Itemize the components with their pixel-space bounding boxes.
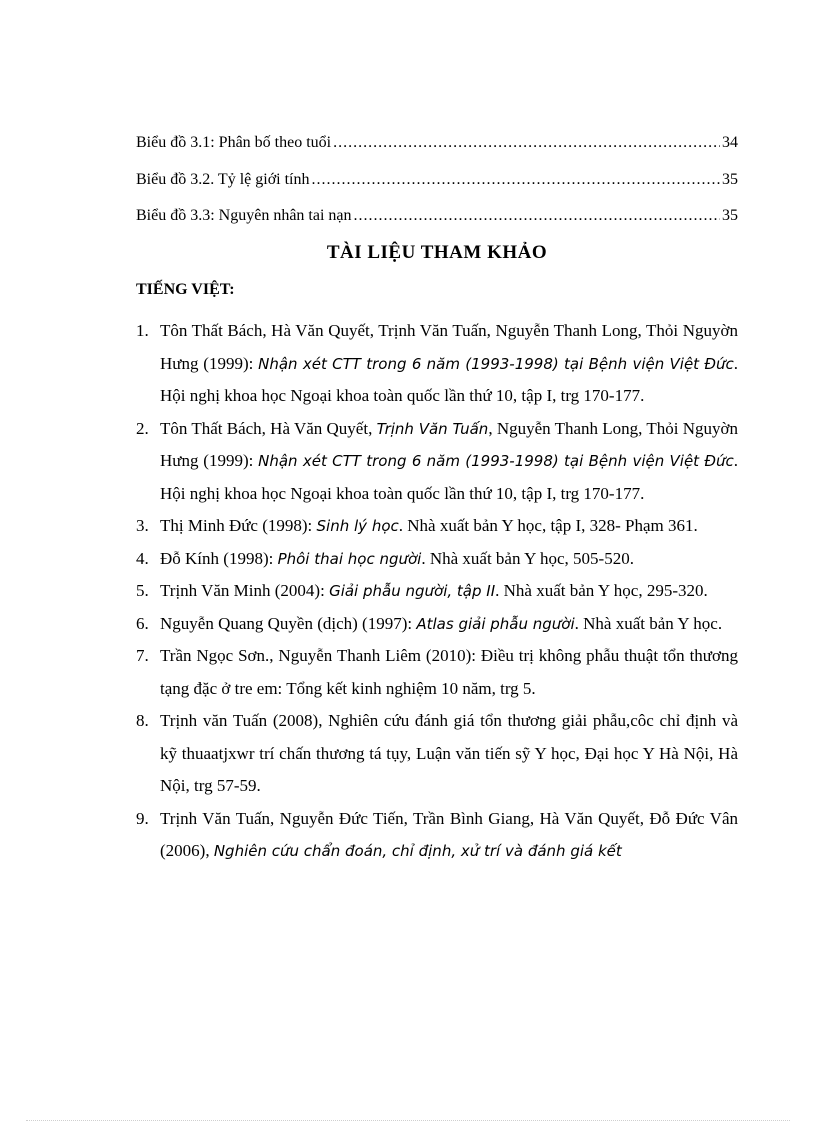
reference-title: Giải phẫu người, tập II: [329, 582, 496, 600]
reference-authors: Trịnh Văn Minh (2004):: [160, 581, 330, 600]
reference-source: . Nhà xuất bản Y học, tập I, 328- Phạm 361.: [398, 516, 698, 535]
reference-list: [136, 315, 738, 868]
reference-number: 7.: [136, 646, 149, 665]
reference-title: Atlas giải phẫu người: [416, 614, 575, 633]
toc-leader-dots: [312, 171, 721, 189]
toc-label: Biểu đồ 3.2. Tỷ lệ giới tính: [136, 171, 310, 188]
reference-number: 3.: [136, 516, 149, 535]
reference-authors: Tôn Thất Bách, Hà Văn Quyết,: [160, 418, 377, 438]
reference-source: . Hội nghị khoa học Ngoại khoa toàn quốc lần thứ 10, tập I, trg 170-177.: [160, 353, 739, 405]
toc-page-number: 35: [722, 207, 738, 224]
reference-authors: Trịnh Văn Tuấn, Nguyễn Đức Tiến, Trần Bình Giang, Hà Văn Quyết, Đỗ Đức Vân (2006),: [160, 808, 738, 860]
reference-title: Nhận xét CTT trong 6 năm (1993-1998) tại Bệnh viện Việt Đức: [258, 354, 734, 373]
reference-number: 6.: [136, 613, 149, 633]
vietnamese-section-heading: TIẾNG VIỆT:: [136, 281, 235, 298]
toc-entry-3-1[interactable]: [136, 134, 738, 152]
toc-leader-dots: [354, 207, 720, 225]
toc-page-number: 34: [722, 134, 738, 151]
reference-authors: Đỗ Kính (1998):: [160, 548, 278, 568]
reference-item: [136, 705, 738, 803]
reference-number: 4.: [136, 548, 149, 568]
reference-item: [136, 575, 738, 608]
reference-item: [136, 803, 738, 868]
reference-source: . Hội nghị khoa học Ngoại khoa toàn quốc lần thứ 10, tập I, trg 170-177.: [160, 451, 739, 503]
toc-label: Biểu đồ 3.1: Phân bố theo tuổi: [136, 134, 332, 151]
reference-item: [136, 510, 738, 543]
reference-number: 2.: [136, 418, 149, 438]
reference-item: [136, 413, 738, 511]
references-heading: TÀI LIỆU THAM KHẢO: [326, 242, 548, 263]
reference-author-italic: Trịnh Văn Tuấn: [376, 419, 489, 438]
toc-entry-3-2[interactable]: [136, 171, 738, 189]
reference-number: 9.: [136, 808, 149, 828]
reference-number: 1.: [136, 321, 149, 340]
reference-source: . Nhà xuất bản Y học.: [574, 613, 723, 633]
reference-source: . Nhà xuất bản Y học, 295-320.: [495, 581, 708, 600]
reference-text: Trần Ngọc Sơn., Nguyễn Thanh Liêm (2010): Điều trị không phẫu thuật tổn thương tạng đặc ở tre em: Tổng kết kinh nghiệm 10 năm, trg 5.: [160, 646, 738, 698]
reference-number: 8.: [136, 711, 149, 730]
reference-authors: Nguyễn Quang Quyền (dịch) (1997):: [160, 613, 417, 633]
reference-text: Trịnh văn Tuấn (2008), Nghiên cứu đánh giá tổn thương giải phẫu,côc chỉ định và kỹ thuaatjxwr trí chấn thương tá tụy, Luận văn tiến sỹ Y học, Đại học Y Hà Nội, Hà Nội, trg 57-59.: [160, 711, 738, 795]
reference-item: [136, 640, 738, 705]
reference-authors: Tôn Thất Bách, Hà Văn Quyết, Trịnh Văn Tuấn, Nguyễn Thanh Long, Thỏi Nguyờn Hưng (1999):: [160, 321, 738, 373]
toc-label: Biểu đồ 3.3: Nguyên nhân tai nạn: [136, 207, 352, 224]
reference-item: [136, 315, 738, 413]
reference-authors-cont: , Nguyễn Thanh Long, Thỏi Nguyờn Hưng (1999):: [160, 418, 738, 470]
reference-number: 5.: [136, 581, 149, 600]
toc-leader-dots: [333, 134, 720, 152]
reference-item: [136, 608, 738, 641]
reference-title: Nhận xét CTT trong 6 năm (1993-1998) tại Bệnh viện Việt Đức: [258, 452, 734, 470]
reference-title: Sinh lý học: [316, 517, 399, 535]
reference-authors: Thị Minh Đức (1998):: [160, 516, 317, 535]
reference-title: Phôi thai học người: [277, 549, 422, 568]
reference-title: Nghiên cứu chẩn đoán, chỉ định, xử trí và đánh giá kết: [213, 842, 622, 860]
toc-entry-3-3[interactable]: [136, 207, 738, 225]
reference-source: . Nhà xuất bản Y học, 505-520.: [421, 548, 634, 568]
toc-page-number: 35: [722, 171, 738, 188]
page-footer-divider: [26, 1120, 790, 1121]
reference-item: [136, 543, 738, 576]
